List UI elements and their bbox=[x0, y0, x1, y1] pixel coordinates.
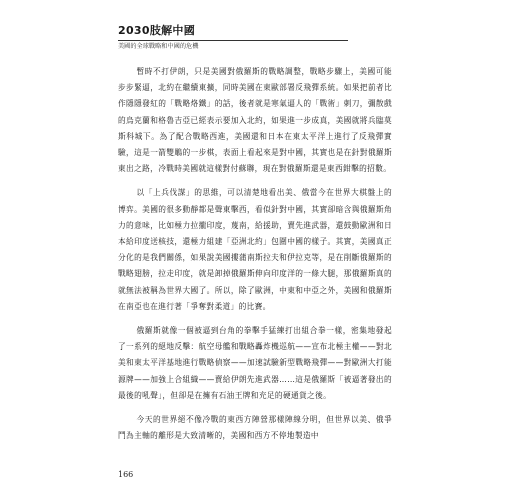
body-text bbox=[118, 64, 392, 452]
running-head bbox=[118, 25, 378, 51]
page-number: 166 bbox=[118, 470, 134, 479]
book-subtitle: 美國的全球戰略和中國的危機 bbox=[118, 43, 199, 50]
paragraph-1: 暫時不打伊朗，只是美國對俄羅斯的戰略調整，戰略步驟上，美國可能步步緊逼，北約在繼續東擴，同時美國在東歐部署反飛彈系統。如果把前者比作隱隱發紅的「戰略烙鐵」的話，後者就是寒氣逼人的「戰術」刺刀，彌散戲的烏克蘭和格魯吉亞已經表示要加入北約，如果進一步成真，美國就將兵臨莫斯科城下。為了配合戰略西進，美國還和日本在東太平洋上進行了反飛彈實驗，這是一箭雙鵰的一步棋，表面上看起來是對中國，其實也是在針對俄羅斯東出之路，冷戰時美國就這樣對付蘇聯，現在對俄羅斯還是東西鉗擊的招數。 bbox=[118, 67, 392, 174]
paragraph-4: 今天的世界絕不像冷戰的東西方陣營那樣陣線分明，但世界以美、俄爭鬥為主軸的離形是大致清晰的，美國和西方不停地製造中 bbox=[118, 415, 392, 441]
book-title: 2030肢解中國 bbox=[118, 24, 196, 37]
paragraph-2: 以「上兵伐謀」的思維，可以清楚地看出美、俄當今在世界大棋盤上的博弈。美國的很多動靜都是聲東擊西，看似針對中國，其實卻暗含與俄羅斯角力的意味，比如極力拉攏印度，蔑南，給援助，賣先進武器，還鼓動歐洲和日本給印度送核技，還極力組建「亞洲北約」包圍中國的樣子。其實，美國真正分化的是我們關係，如果說美國摟蒲南斯拉夫和伊拉克等，是在削斷俄羅斯的戰略翅膀，拉走印度，就是卸掉俄羅斯伸向印度洋的一條大腿，那俄羅斯真的就無法被稱為世界大國了。所以，除了歐洲，中東和中亞之外，美國和俄羅斯在南亞也在進行著「爭奪對柔道」的比賽。 bbox=[118, 188, 392, 311]
paragraph-3: 俄羅斯就像一個被逼到台角的拳擊手猛練打出組合拳一樣，密集地發起了一系列的絕地反擊：航空母艦和戰略轟炸機巡航——宣布北極主權——對北美和東太平洋基地進行戰略偵察——加速試驗新型戰略飛彈——對歐洲大打能源牌——加強上合組織——賣給伊朗先進武器……這是俄羅斯「被逼著發出的最後的吼聲」，但卻是在擁有石油王牌和充足的硬通貨之後。 bbox=[118, 326, 392, 400]
header-rule bbox=[118, 40, 348, 41]
